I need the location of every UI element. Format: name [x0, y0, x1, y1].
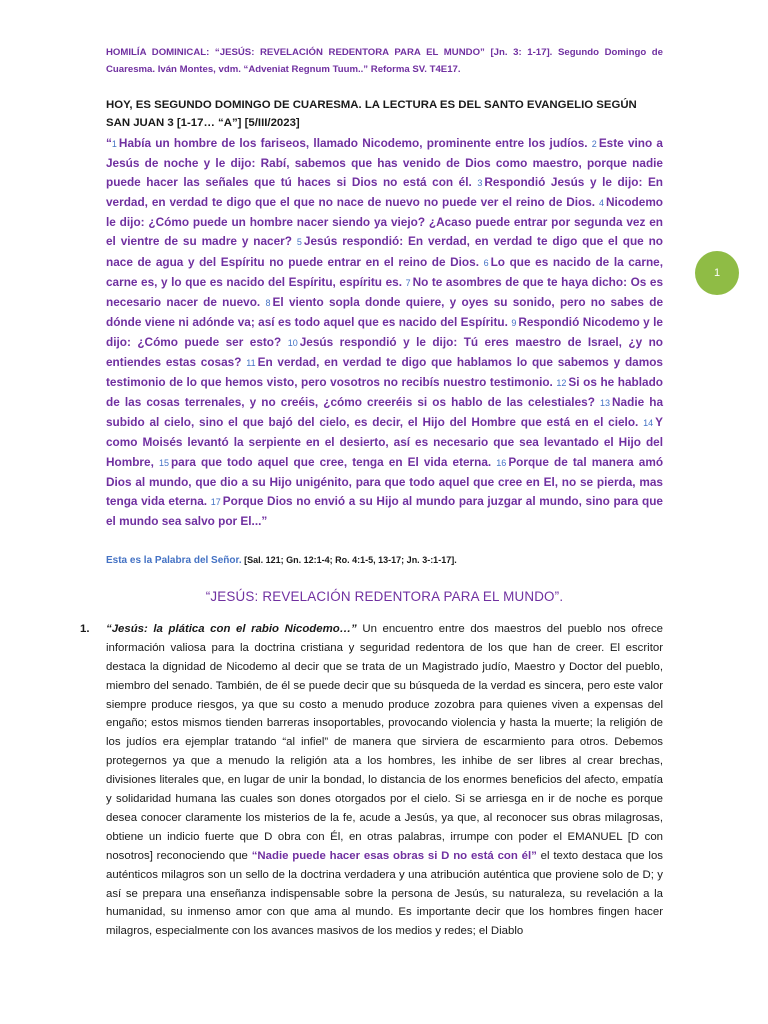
paragraph-number: 1.	[80, 622, 90, 635]
section-title: “JESÚS: REVELACIÓN REDENTORA PARA EL MUNDO”.	[205, 588, 564, 604]
header-reference: [Jn. 3: 1-17].	[484, 47, 553, 58]
verse-text: Nadie ha subido al cielo, sino el que bajó del cielo, es decir, el Hijo del Hombre que está en el cielo.	[106, 395, 664, 430]
verse-number: 6	[483, 257, 489, 268]
verse-text: En verdad, en verdad te digo que hablamos lo que sabemos y damos testimonio de lo que hemos visto, pero vosotros no recibís nuestro testimonio.	[106, 355, 663, 390]
verse-text: Si os he hablado de las cosas terrenales, y no creéis, ¿cómo creeréis si os hablo de las celestiales?	[106, 375, 663, 410]
paragraph-body-a: Un encuentro entre dos maestros del pueblo nos ofrece información valiosa para la doctrina cristiana y seguridad redentora de los que han de creer. El escritor destaca la dignidad de Nicodemo al decir que se trata de un Magistrado judío, Maestro y Doctor del pueblo, miembro del senado. También, de él se puede decir que su búsqueda de la verdad es sincera, pero este valor siempre produce riesgos, ya que su costo a menudo produce zozobra para quienes viven a expensas del engaño; estos mismos tienden barreras insoportables, provocando violencia y hasta la muerte; la religión de los judíos era ejemplar tratando “al infiel” de manera que sirviera de escarmiento para otros. Debemos protegernos ya que a menudo la religión ata a los hombres, les inhibe de ser libres al crear brechas, divisiones literales que, en lugar de unir la bondad, lo distancia de los enormes beneficios del afecto, empatía y solidaridad humana las cuales son dones otorgados por el cielo. Si se arriesga en ir de noche es porque desea conocer claramente los misterios de la fe, acude a Jesús, ya que, al reconocer sus obras milagrosas, obtiene un indicio fuerte que D obra con Él, en otras palabras, irrumpe con poder el EMANUEL [D con nosotros] reconociendo que	[106, 622, 664, 862]
verse-text: Había un hombre de los fariseos, llamado Nicodemo, prominente entre los judíos.	[118, 136, 588, 150]
verse-number: 11	[246, 358, 256, 369]
paragraph-body-b: el texto destaca que los auténticos milagros son un sello de la doctrina verdadera y una atribución auténtica que proviene solo de D; y así se prepara una enseñanza indispensable sobre la persona de Jesús, su naturaleza, su revelación a la humanidad, su inmenso amor con que ama al mundo. Es importante decir que los hombres fingen hacer milagros, especialmente con los avances masivos de los medios y redes; el Diablo	[106, 849, 663, 938]
verse-number: 12	[556, 378, 567, 389]
verse-text: para que todo aquel que cree, tenga en El vida eterna.	[170, 454, 492, 469]
header-title: HOMILÍA DOMINICAL: “JESÚS: REVELACIÓN REDENTORA PARA EL MUNDO”	[106, 47, 485, 58]
verse-number: 17	[210, 496, 221, 507]
reading-intro: HOY, ES SEGUNDO DOMINGO DE CUARESMA. LA LECTURA ES DEL SANTO EVANGELIO SEGÚN SAN JUAN 3 [1-17… “A”] [5/III/2023]	[106, 99, 637, 129]
verse-number: 2	[591, 139, 597, 149]
verse-number: 10	[287, 337, 298, 348]
verse-number: 16	[496, 457, 507, 468]
verse-number: 7	[405, 277, 411, 288]
verse-text: Nicodemo le dijo: ¿Cómo puede un hombre nacer siendo ya viejo? ¿Acaso puede entrar por segunda vez en el vientre de su madre y nacer?	[106, 195, 664, 249]
numbered-paragraph	[80, 620, 664, 941]
verse-text: Porque Dios no envió a su Hijo al mundo para juzgar al mundo, sino para que el mundo sea salvo por El...”	[106, 493, 663, 528]
document-header	[106, 44, 663, 78]
header-subtitle: Segundo Domingo de Cuaresma. Iván Montes, vdm. “Adveniat Regnum Tuum..” Reforma SV. T4E17.	[106, 47, 663, 75]
verse-number: 14	[643, 418, 654, 429]
open-quote: “	[106, 136, 112, 150]
verse-text: Este vino a Jesús de noche y le dijo: Rabí, sabemos que has venido de Dios como maestro, porque nadie puede hacer las señales que tú haces si Dios no está con él.	[106, 136, 663, 190]
verse-number: 3	[477, 178, 483, 189]
verse-text: Respondió Nicodemo y le dijo: ¿Cómo puede ser esto?	[106, 314, 663, 349]
verse-number: 9	[511, 317, 517, 328]
verse-number: 5	[296, 237, 302, 248]
verse-number: 4	[598, 198, 604, 209]
page-number-badge: 1	[695, 251, 739, 295]
verse-number: 1	[111, 139, 117, 149]
verse-text: Jesús respondió: En verdad, en verdad te digo que el que no nace de agua y del Espíritu no puede entrar en el reino de Dios.	[106, 234, 664, 269]
verse-number: 15	[158, 457, 169, 468]
verse-text: Jesús respondió y le dijo: Tú eres maestro de Israel, ¿y no entiendes estas cosas?	[106, 334, 664, 370]
verse-number: 13	[600, 398, 611, 409]
gospel-passage	[106, 134, 663, 531]
verse-text: Y como Moisés levantó la serpiente en el desierto, así es necesario que sea levantado el Hijo del Hombre,	[106, 415, 663, 469]
verse-text: Porque de tal manera amó Dios al mundo, que dio a su Hijo unigénito, para que todo aquel que cree en El, no se pierda, mas tenga vida eterna.	[106, 454, 664, 508]
verse-text: El viento sopla donde quiere, y oyes su sonido, pero no sabes de dónde viene ni adónde va; así es todo aquel que es nacido del Espíritu.	[106, 294, 664, 329]
closing-line	[106, 552, 663, 569]
highlighted-quote: “Nadie puede hacer esas obras si D no está con él”	[251, 849, 537, 862]
verse-text: Respondió Jesús y le dijo: En verdad, en verdad te digo que el que no nace de nuevo no puede ver el reino de Dios.	[106, 175, 664, 210]
word-of-the-lord: Esta es la Palabra del Señor.	[106, 554, 242, 566]
verse-text: No te asombres de que te haya dicho: Os es necesario nacer de nuevo.	[106, 274, 664, 309]
scripture-references: [Sal. 121; Gn. 12:1-4; Ro. 4:1-5, 13-17; Jn. 3-:1-17].	[241, 554, 457, 565]
paragraph-subtitle: “Jesús: la plática con el rabio Nicodemo…”	[106, 622, 357, 635]
verse-number: 8	[265, 297, 271, 308]
verse-text: Lo que es nacido de la carne, carne es, y lo que es nacido del Espíritu, espíritu es.	[106, 254, 663, 289]
document-page	[80, 44, 664, 941]
